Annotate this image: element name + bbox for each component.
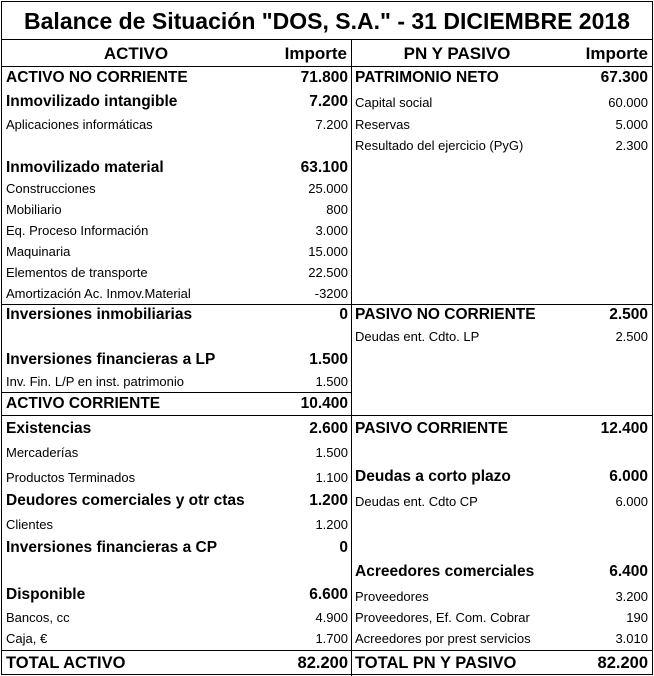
deudas-cp-group-label: Deudas a corto plazo (355, 468, 511, 485)
deudas-cp-value: 6.000 (615, 494, 648, 509)
existencias-value: 2.600 (309, 420, 348, 437)
proveedores-ef-label: Proveedores, Ef. Com. Cobrar (355, 610, 530, 625)
inmobiliarias-value: 0 (339, 306, 348, 323)
fin-lp-label: Inversiones financieras a LP (6, 351, 216, 368)
fin-cp-label: Inversiones financieras a CP (6, 539, 218, 556)
deudas-lp-label: Deudas ent. Cdto. LP (355, 329, 480, 344)
disponible-label: Disponible (6, 586, 86, 603)
pasivo-no-corriente-label: PASIVO NO CORRIENTE (355, 306, 536, 323)
fin-lp-value: 1.500 (309, 351, 348, 368)
row-divider (352, 415, 652, 416)
fin-cp-value: 0 (339, 539, 348, 556)
transporte-value: 22.500 (308, 265, 348, 280)
construcciones-value: 25.000 (308, 181, 348, 196)
deudas-cp-label: Deudas ent. Cdto CP (355, 494, 478, 509)
resultado-label: Resultado del ejercicio (PyG) (355, 138, 524, 153)
bancos-value: 4.900 (315, 610, 348, 625)
acreedores-prest-value: 3.010 (615, 631, 648, 646)
row-divider (2, 392, 351, 393)
deudores-label: Deudores comerciales y otr ctas (6, 492, 245, 509)
capital-value: 60.000 (608, 95, 648, 110)
caja-value: 1.700 (315, 631, 348, 646)
patrimonio-label: PATRIMONIO NETO (355, 69, 499, 86)
material-label: Inmovilizado material (6, 159, 164, 176)
disponible-value: 6.600 (309, 586, 348, 603)
proveedores-value: 3.200 (615, 589, 648, 604)
mercaderias-label: Mercaderías (6, 445, 79, 460)
mercaderias-value: 1.500 (315, 445, 348, 460)
activo-corriente-label: ACTIVO CORRIENTE (6, 395, 161, 412)
header-importe-left: Importe (270, 40, 351, 67)
amortizacion-value: -3200 (314, 286, 348, 301)
acreedores-value: 6.400 (609, 563, 648, 580)
capital-label: Capital social (355, 95, 433, 110)
clientes-value: 1.200 (315, 517, 348, 532)
inv-fin-patrimonio-label: Inv. Fin. L/P en inst. patrimonio (6, 374, 184, 389)
reservas-label: Reservas (355, 117, 410, 132)
pasivo-corriente-value: 12.400 (600, 420, 648, 437)
clientes-label: Clientes (6, 517, 53, 532)
intangible-label: Inmovilizado intangible (6, 93, 178, 110)
total-pasivo-value: 82.200 (597, 654, 648, 672)
amortizacion-label: Amortización Ac. Inmov.Material (6, 286, 191, 301)
aplicaciones-value: 7.200 (315, 117, 348, 132)
total-activo-label: TOTAL ACTIVO (6, 654, 126, 672)
reservas-value: 5.000 (615, 117, 648, 132)
patrimonio-value: 67.300 (600, 69, 648, 86)
sheet-title: Balance de Situación "DOS, S.A." - 31 DICIEMBRE 2018 (2, 2, 652, 40)
proveedores-label: Proveedores (355, 589, 429, 604)
activo-no-corriente-label: ACTIVO NO CORRIENTE (6, 69, 188, 86)
totals-divider (2, 650, 652, 651)
productos-value: 1.100 (315, 470, 348, 485)
acreedores-prest-label: Acreedores por prest servicios (355, 631, 531, 646)
header-importe-right: Importe (562, 40, 652, 67)
proveedores-ef-value: 190 (626, 610, 648, 625)
deudas-cp-group-value: 6.000 (609, 468, 648, 485)
construcciones-label: Construcciones (6, 181, 96, 196)
pasivo-no-corriente-value: 2.500 (609, 306, 648, 323)
activo-corriente-value: 10.400 (300, 395, 348, 412)
header-activo: ACTIVO (2, 40, 270, 67)
caja-label: Caja, € (6, 631, 48, 646)
header-pn-pasivo: PN Y PASIVO (352, 40, 562, 67)
total-pasivo-label: TOTAL PN Y PASIVO (355, 654, 517, 672)
deudores-value: 1.200 (309, 492, 348, 509)
mobiliario-label: Mobiliario (6, 202, 62, 217)
activo-no-corriente-value: 71.800 (300, 69, 348, 86)
aplicaciones-label: Aplicaciones informáticas (6, 117, 153, 132)
intangible-value: 7.200 (309, 93, 348, 110)
acreedores-label: Acreedores comerciales (355, 563, 535, 580)
balance-sheet (1, 1, 653, 675)
eq-proceso-label: Eq. Proceso Información (6, 223, 149, 238)
mobiliario-value: 800 (326, 202, 348, 217)
total-activo-value: 82.200 (297, 654, 348, 672)
column-divider (351, 40, 352, 676)
inv-fin-patrimonio-value: 1.500 (315, 374, 348, 389)
material-value: 63.100 (300, 159, 348, 176)
resultado-value: 2.300 (615, 138, 648, 153)
productos-label: Productos Terminados (6, 470, 136, 485)
row-divider (2, 415, 351, 416)
bancos-label: Bancos, cc (6, 610, 70, 625)
existencias-label: Existencias (6, 420, 92, 437)
pasivo-corriente-label: PASIVO CORRIENTE (355, 420, 509, 437)
transporte-label: Elementos de transporte (6, 265, 148, 280)
inmobiliarias-label: Inversiones inmobiliarias (6, 306, 193, 323)
eq-proceso-value: 3.000 (315, 223, 348, 238)
maquinaria-value: 15.000 (308, 244, 348, 259)
maquinaria-label: Maquinaria (6, 244, 71, 259)
deudas-lp-value: 2.500 (615, 329, 648, 344)
